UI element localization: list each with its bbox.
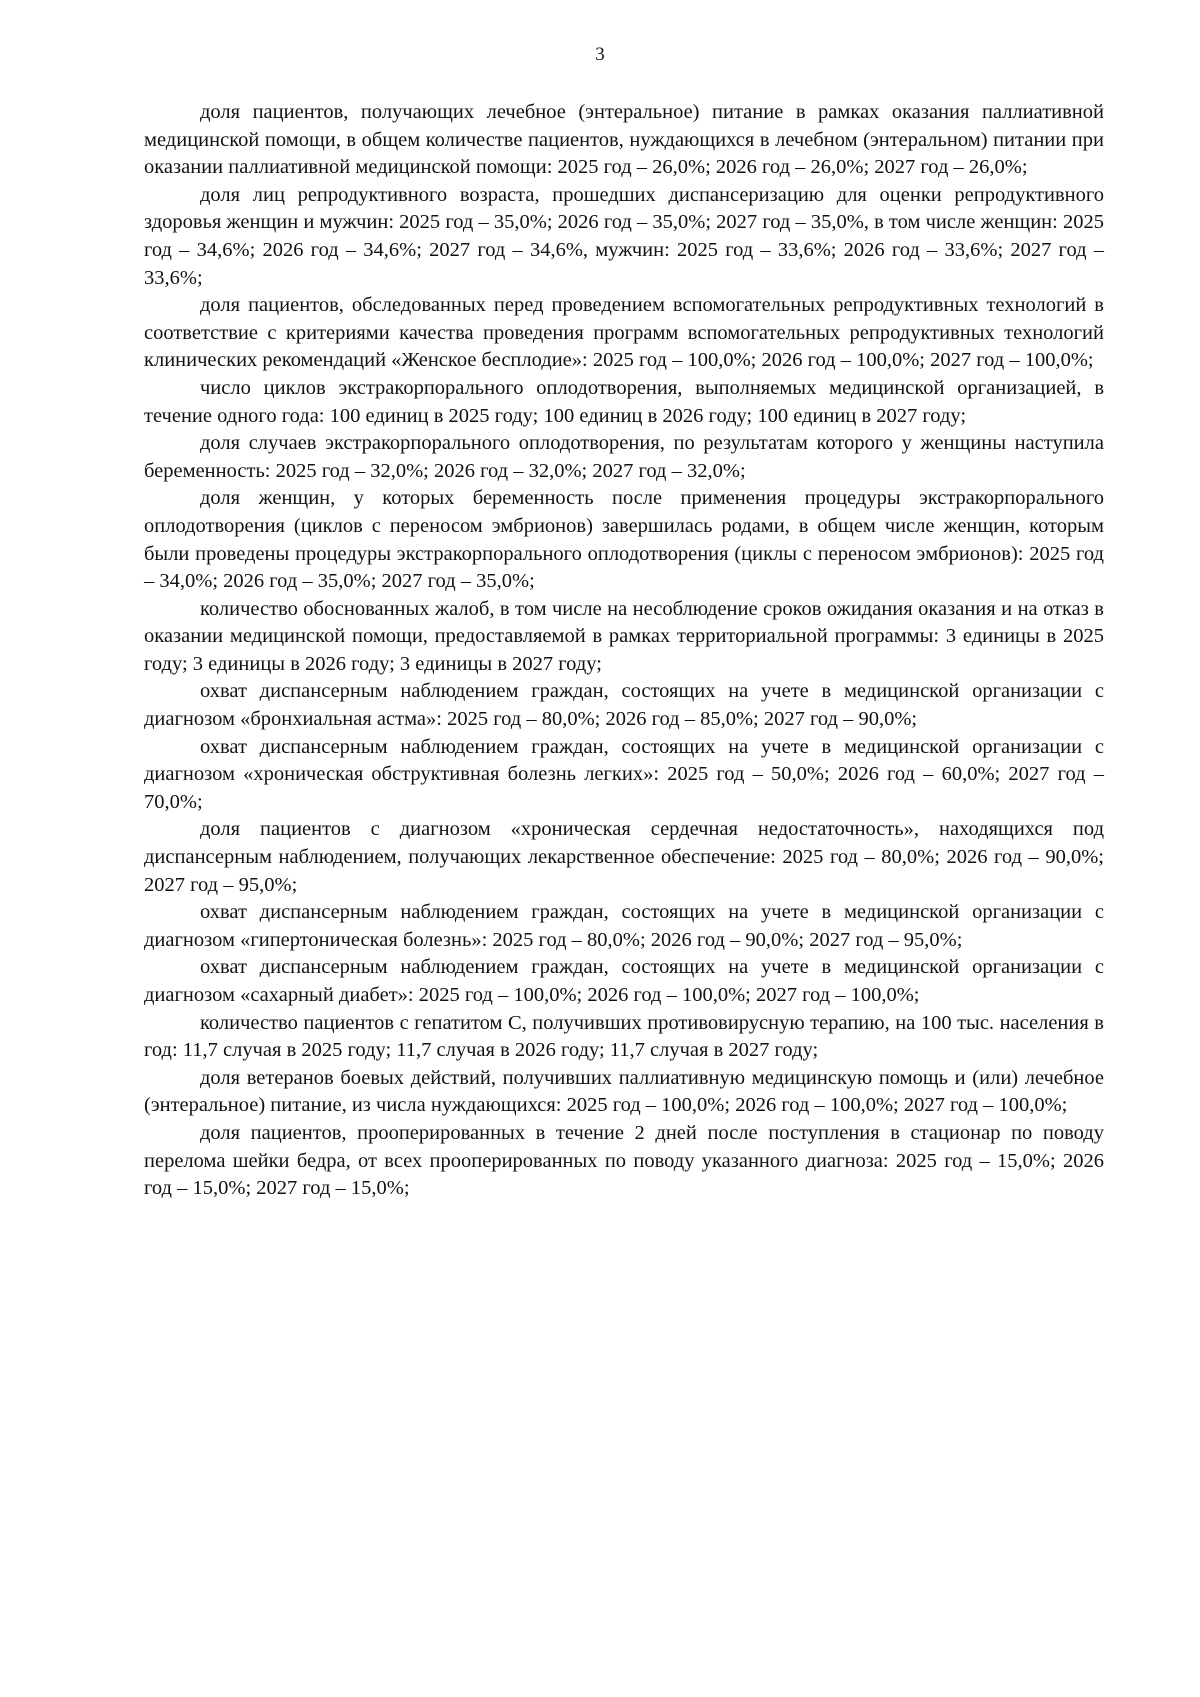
page-number: 3: [595, 44, 605, 65]
paragraph-hepatitis-c: количество пациентов с гепатитом С, получивших противовирусную терапию, на 100 тыс. населения в год: 11,7 случая в 2025 году; 11,7 случая в 2026 году; 11,7 случая в 2027 году;: [144, 1011, 1104, 1062]
paragraph-ivf-cycles: число циклов экстракорпорального оплодотворения, выполняемых медицинской организацией, в течение одного года: 100 единиц в 2025 году; 100 единиц в 2026 году; 100 единиц в 2027 году;: [144, 376, 1104, 427]
paragraph-art-examined-patients: доля пациентов, обследованных перед проведением вспомогательных репродуктивных технологий в соответствие с критериями качества проведения программ вспомогательных репродуктивных технологий клинических рекомендаций «Женское бесплодие»: 2025 год – 100,0%; 2026 год – 100,0%; 2027 год – 100,0%;: [144, 294, 1104, 372]
paragraph-heart-failure: доля пациентов с диагнозом «хроническая сердечная недостаточность», находящихся под диспансерным наблюдением, получающих лекарственное обеспечение: 2025 год – 80,0%; 2026 год – 90,0%; 2027 год – 95,0%;: [144, 818, 1104, 896]
document-body: [144, 99, 1104, 1203]
paragraph-hypertension-coverage: охват диспансерным наблюдением граждан, состоящих на учете в медицинской организации с диагнозом «гипертоническая болезнь»: 2025 год – 80,0%; 2026 год – 90,0%; 2027 год – 95,0%;: [144, 901, 1104, 951]
paragraph-diabetes-coverage: охват диспансерным наблюдением граждан, состоящих на учете в медицинской организации с диагнозом «сахарный диабет»: 2025 год – 100,0%; 2026 год – 100,0%; 2027 год – 100,0%;: [144, 956, 1104, 1006]
paragraph-ivf-birth-rate: доля женщин, у которых беременность после применения процедуры экстракорпорального оплодотворения (циклов с переносом эмбрионов) завершилась родами, в общем числе женщин, которым были проведены процедуры экстракорпорального оплодотворения (циклы с переносом эмбрионов): 2025 год – 34,0%; 2026 год – 35,0%; 2027 год – 35,0%;: [144, 487, 1104, 593]
paragraph-copd-coverage: охват диспансерным наблюдением граждан, состоящих на учете в медицинской организации с диагнозом «хроническая обструктивная болезнь легких»: 2025 год – 50,0%; 2026 год – 60,0%; 2027 год – 70,0%;: [144, 735, 1104, 813]
paragraph-hip-fracture: доля пациентов, прооперированных в течение 2 дней после поступления в стационар по поводу перелома шейки бедра, от всех прооперированных по поводу указанного диагноза: 2025 год – 15,0%; 2026 год – 15,0%; 2027 год – 15,0%;: [144, 1121, 1104, 1200]
paragraph-palliative-enteral-nutrition: доля пациентов, получающих лечебное (энтеральное) питание в рамках оказания паллиативной медицинской помощи, в общем количестве пациентов, нуждающихся в лечебном (энтеральном) питании при оказании паллиативной медицинской помощи: 2025 год – 26,0%; 2026 год – 26,0%; 2027 год – 26,0%;: [144, 101, 1104, 179]
paragraph-complaints: количество обоснованных жалоб, в том числе на несоблюдение сроков ожидания оказания и на отказ в оказании медицинской помощи, предоставляемой в рамках территориальной программы: 3 единицы в 2025 году; 3 единицы в 2026 году; 3 единицы в 2027 году;: [144, 597, 1104, 675]
paragraph-asthma-coverage: охват диспансерным наблюдением граждан, состоящих на учете в медицинской организации с диагнозом «бронхиальная астма»: 2025 год – 80,0%; 2026 год – 85,0%; 2027 год – 90,0%;: [144, 680, 1104, 731]
paragraph-combat-veterans: доля ветеранов боевых действий, получивших паллиативную медицинскую помощь и (или) лечебное (энтеральное) питание, из числа нуждающихся: 2025 год – 100,0%; 2026 год – 100,0%; 2027 год – 100,0%;: [144, 1066, 1104, 1117]
paragraph-ivf-pregnancy-rate: доля случаев экстракорпорального оплодотворения, по результатам которого у женщины наступила беременность: 2025 год – 32,0%; 2026 год – 32,0%; 2027 год – 32,0%;: [144, 432, 1104, 482]
paragraph-reproductive-screening: доля лиц репродуктивного возраста, прошедших диспансеризацию для оценки репродуктивного здоровья женщин и мужчин: 2025 год – 35,0%; 2026 год – 35,0%; 2027 год – 35,0%, в том числе женщин: 2025 год – 34,6%; 2026 год – 34,6%; 2027 год – 34,6%, мужчин: 2025 год – 33,6%; 2026 год – 33,6%; 2027 год – 33,6%;: [144, 183, 1104, 289]
